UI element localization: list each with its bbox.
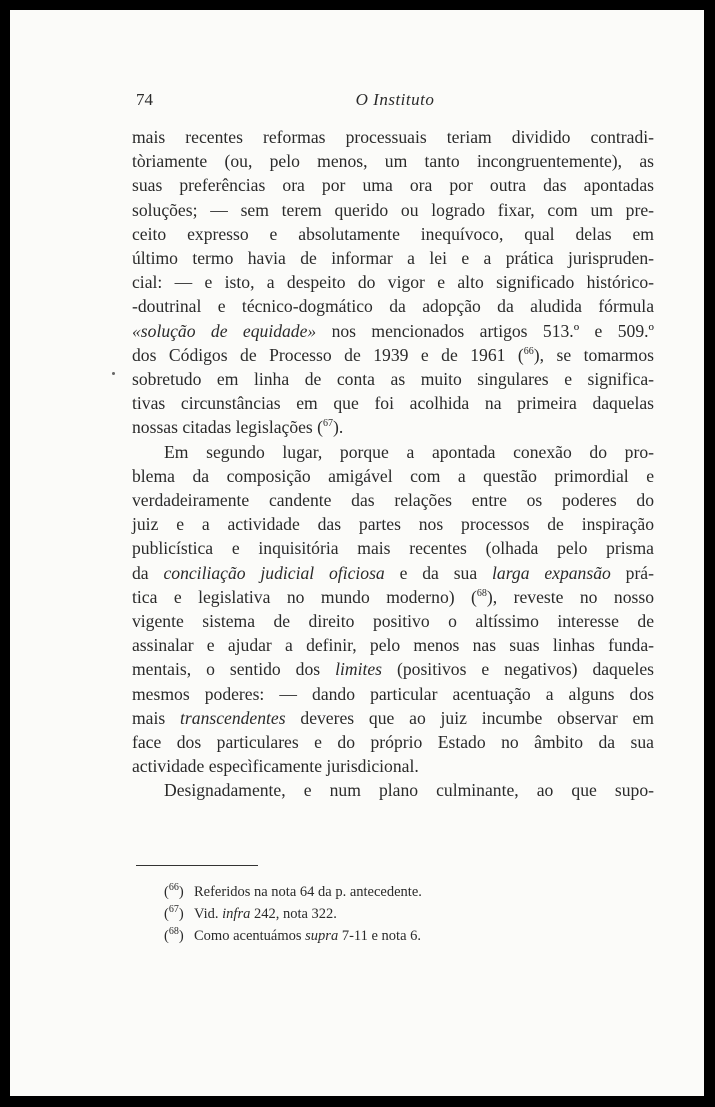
paragraph-3 <box>132 778 654 802</box>
footnote-separator <box>136 865 258 866</box>
text-line: sobretudo em linha de conta as muito singulares e significa- <box>132 369 654 390</box>
footnote-66: ($^{66}$) Referidos na nota 64 da p. antecedente. <box>164 882 422 900</box>
text-line: -doutrinal e técnico-dogmático da adopção da aludida fórmula <box>132 296 654 317</box>
paragraph-1 <box>132 125 654 440</box>
text-line: verdadeiramente candente das relações entre os poderes do <box>132 490 654 511</box>
text-line: último termo havia de informar a lei e a prática jurispruden- <box>132 248 654 269</box>
body-text <box>132 125 654 803</box>
text-line: mais recentes reformas processuais teriam dividido contradi- <box>132 127 654 147</box>
italic-phrase: conciliação judicial oficiosa <box>163 562 385 583</box>
text-line: soluções; — sem terem querido ou logrado fixar, com um pre- <box>132 199 654 220</box>
text-line: assinalar e ajudar a definir, pelo menos nas suas linhas funda- <box>132 635 654 656</box>
text-line: publicística e inquisitória mais recentes (olhada pelo prisma <box>132 538 654 559</box>
book-page <box>10 10 704 1096</box>
footnote-ref-68[interactable]: 68 <box>476 588 487 599</box>
footnote-number: 68 <box>168 926 179 938</box>
text-line: mentais, o sentido dos limites (positivos e negativos) daqueles <box>132 659 654 680</box>
text-line: tica e legislativa no mundo moderno) ($^{68}$), reveste no nosso <box>132 586 654 607</box>
italic-phrase: transcendentes <box>180 707 286 728</box>
text-line: mesmos poderes: — dando particular acentuação a alguns dos <box>132 683 654 704</box>
italic-phrase: larga expansão <box>492 562 611 583</box>
footnote-ref-67[interactable]: 67 <box>323 418 334 430</box>
text-line: juiz e a actividade das partes nos processos de inspiração <box>132 514 654 535</box>
text-line: dos Códigos de Processo de 1939 e de 1961 ($^{66}$), se tomarmos <box>132 344 655 365</box>
text-line: ceito expresso e absolutamente inequívoco, qual delas em <box>132 223 654 244</box>
footnote-number: 66 <box>168 882 179 894</box>
footnote-67: ($^{67}$) Vid. infra 242, nota 322. <box>164 904 337 922</box>
text-line: tòriamente (ou, pelo menos, um tanto incongruentemente), as <box>132 151 654 172</box>
text-line: Designadamente, e num plano culminante, ao que supo- <box>164 780 654 801</box>
footnote-ref-66[interactable]: 66 <box>523 345 534 357</box>
footnotes <box>164 881 644 947</box>
text-line: tivas circunstâncias em que foi acolhida na primeira daquelas <box>132 393 654 414</box>
page-number: 74 <box>136 90 153 109</box>
text-line: suas preferências ora por uma ora por outra das apontadas <box>132 175 654 196</box>
text-line: «solução de equidade» nos mencionados artigos 513.º e 509.º <box>132 320 654 341</box>
footnote-number: 67 <box>168 904 179 916</box>
text-line: Em segundo lugar, porque a apontada conexão do pro- <box>164 441 654 462</box>
italic-phrase: limites <box>335 659 383 680</box>
text-line: vigente sistema de direito positivo o altíssimo interesse de <box>132 611 654 632</box>
italic-phrase: «solução de equidade» <box>132 320 317 341</box>
text-line: mais transcendentes deveres que ao juiz incumbe observar em <box>132 707 654 728</box>
text-line: blema da composição amigável com a questão primordial e <box>132 465 654 486</box>
margin-mark-dot <box>112 372 115 375</box>
paragraph-2 <box>132 440 654 779</box>
text-line: nossas citadas legislações ($^{67}$). <box>132 417 344 438</box>
footnote-68: ($^{68}$) Como acentuámos supra 7-11 e nota 6. <box>164 926 422 944</box>
text-line: face dos particulares e do próprio Estado no âmbito da sua <box>132 732 654 753</box>
running-title: O Instituto <box>355 90 435 109</box>
text-line: cial: — e isto, a despeito do vigor e alto significado histórico- <box>132 272 654 293</box>
text-line: da conciliação judicial oficiosa e da sua larga expansão prá- <box>132 562 654 583</box>
text-line: actividade especìficamente jurisdicional. <box>132 756 419 777</box>
page-header <box>136 90 654 114</box>
